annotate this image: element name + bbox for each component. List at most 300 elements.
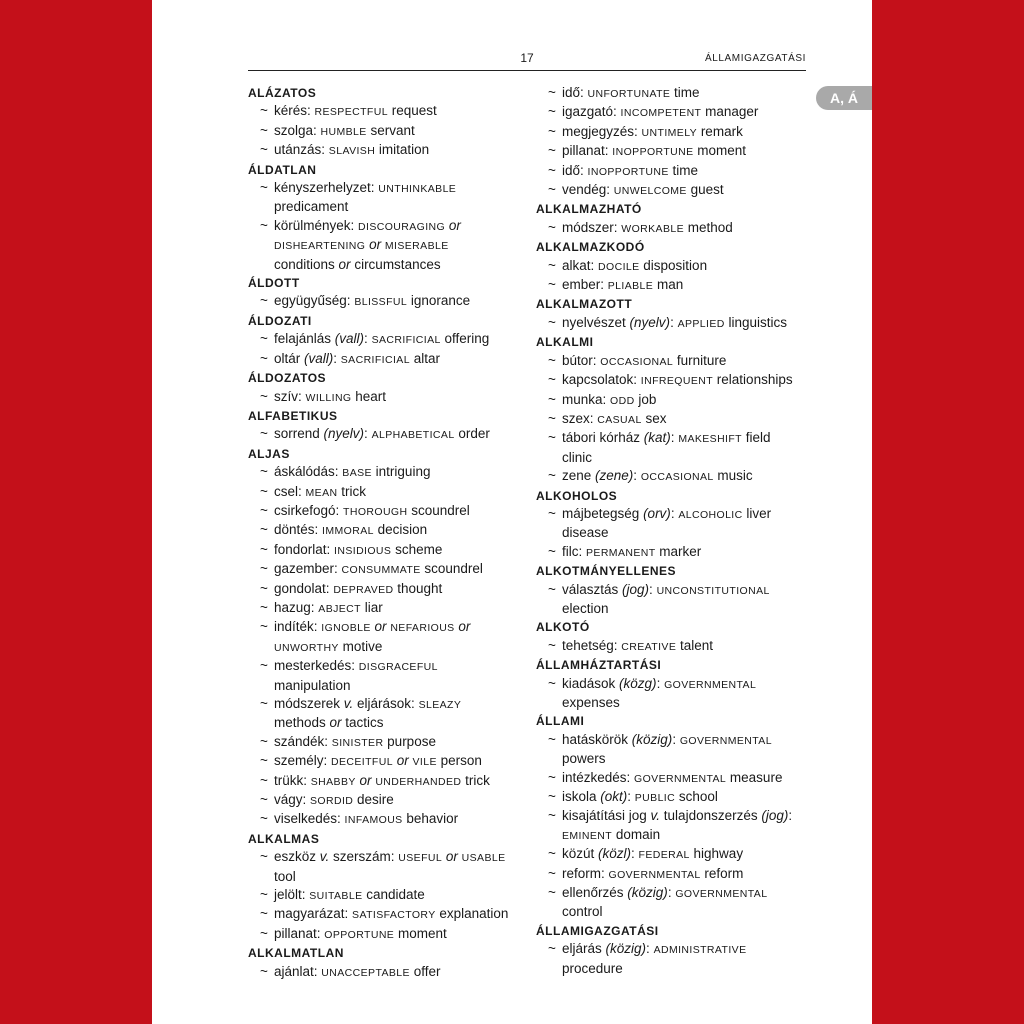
translation-term: UNACCEPTABLE — [321, 966, 410, 979]
entry-text: pillanat: — [562, 143, 613, 159]
tilde-marker: ~ — [548, 865, 556, 881]
entry-text: hatáskörök — [562, 731, 632, 747]
tilde-marker: ~ — [260, 887, 268, 903]
tilde-marker: ~ — [260, 331, 268, 347]
example-entry — [248, 217, 533, 236]
translation-term: GOVERNMENTAL — [608, 868, 701, 881]
example-entry — [248, 791, 533, 810]
entry-text: viselkedés: — [274, 811, 345, 827]
example-entry — [536, 467, 821, 486]
entry-text: sex — [641, 410, 667, 426]
domain-label: or — [445, 849, 458, 865]
translation-term: CREATIVE — [621, 640, 677, 653]
entry-text: guest — [686, 182, 724, 198]
tilde-marker: ~ — [260, 619, 268, 635]
entry-text: : — [670, 314, 678, 330]
translation-term: OPPORTUNE — [324, 928, 395, 941]
translation-term: GOVERNMENTAL — [664, 678, 757, 691]
entry-text: heart — [351, 388, 387, 404]
translation-term: UNCONSTITUTIONAL — [656, 584, 770, 597]
page-header — [248, 50, 806, 71]
example-entry — [248, 810, 533, 829]
entry-text: moment — [394, 925, 447, 941]
translation-term: INOPPORTUNE — [612, 146, 694, 159]
example-entry — [248, 772, 533, 791]
entry-text: linguistics — [724, 314, 788, 330]
translation-term: MEAN — [305, 486, 338, 499]
entry-text: school — [675, 789, 718, 805]
tilde-marker: ~ — [260, 696, 268, 711]
translation-term: INCOMPETENT — [620, 107, 702, 120]
entry-text: talent — [676, 637, 714, 653]
entry-text: eszköz — [274, 849, 320, 865]
tilde-marker: ~ — [260, 849, 268, 865]
tilde-marker: ~ — [548, 104, 556, 120]
entry-text: trick — [461, 772, 490, 788]
entry-text: marker — [655, 543, 702, 559]
entry-text: measure — [726, 769, 783, 785]
translation-term: GOVERNMENTAL — [675, 888, 768, 901]
example-entry — [248, 388, 533, 407]
entry-text: ajánlat: — [274, 963, 322, 979]
entry-text: domain — [612, 826, 661, 842]
tilde-marker: ~ — [548, 277, 556, 293]
example-entry — [536, 845, 821, 864]
entry-text: együgyűség: — [274, 293, 355, 309]
example-entry — [536, 410, 821, 429]
translation-term: PERMANENT — [586, 546, 656, 559]
translation-term: PUBLIC — [634, 792, 676, 805]
entry-text: májbetegség — [562, 505, 644, 521]
domain-label: (közig) — [605, 941, 647, 957]
entry-text: conditions — [274, 256, 339, 272]
entry-text: utánzás: — [274, 142, 329, 158]
example-entry — [248, 599, 533, 618]
translation-term: INFAMOUS — [344, 814, 403, 827]
translation-term: DISHEARTENING — [274, 240, 366, 253]
headword: ALKALMI — [536, 335, 594, 350]
thumb-index-tab: A, Á — [816, 86, 872, 110]
entry-text: alkat: — [562, 257, 599, 273]
tilde-marker: ~ — [548, 468, 556, 484]
example-entry — [536, 371, 821, 390]
entry-continuation — [536, 600, 821, 618]
example-entry — [248, 102, 533, 121]
entry-text: scoundrel — [407, 502, 470, 518]
entry-text: candidate — [362, 887, 425, 903]
entries-column-right — [536, 84, 821, 978]
entry-text: offering — [440, 331, 490, 347]
tilde-marker: ~ — [548, 352, 556, 368]
domain-label: or — [448, 217, 461, 233]
example-entry — [536, 637, 821, 656]
example-entry — [248, 963, 533, 982]
entry-text: thought — [393, 580, 443, 596]
entry-continuation — [248, 714, 533, 732]
tilde-marker: ~ — [260, 293, 268, 309]
headword: ALKALMAZKODÓ — [536, 240, 645, 255]
entry-text: election — [562, 600, 609, 616]
entry-text: szerszám: — [329, 849, 399, 865]
headword: ALKALMAZHATÓ — [536, 202, 642, 217]
entry-continuation — [536, 826, 821, 845]
example-entry — [248, 848, 533, 867]
entry-text: : — [649, 581, 657, 597]
example-entry — [248, 502, 533, 521]
entry-text: kisajátítási jog — [562, 808, 651, 824]
entry-text: : — [672, 731, 680, 747]
translation-term: SATISFACTORY — [352, 909, 436, 922]
headword: ALKALMATLAN — [248, 946, 344, 961]
entry-continuation — [248, 256, 533, 274]
translation-term: SLAVISH — [328, 145, 376, 158]
entry-text: zene — [562, 468, 596, 484]
tilde-marker: ~ — [260, 483, 268, 499]
domain-label: (orv) — [643, 505, 671, 521]
domain-label: (vall) — [304, 350, 334, 366]
domain-label: or — [396, 753, 409, 769]
translation-term: OCCASIONAL — [600, 355, 674, 368]
entry-text: method — [684, 219, 733, 235]
tilde-marker: ~ — [548, 314, 556, 330]
entry-text: : — [333, 350, 341, 366]
entry-text: idő: — [562, 85, 588, 100]
example-entry — [536, 219, 821, 238]
tilde-marker: ~ — [260, 502, 268, 518]
translation-term: DISCOURAGING — [358, 220, 446, 233]
example-entry — [248, 330, 533, 349]
example-entry — [248, 541, 533, 560]
translation-term: CONSUMMATE — [341, 564, 421, 577]
domain-label: (jog) — [761, 808, 789, 824]
example-entry — [248, 925, 533, 944]
example-entry — [536, 807, 821, 825]
translation-term: IMMORAL — [322, 525, 374, 538]
entry-text: kapcsolatok: — [562, 372, 641, 388]
domain-label: (kat) — [643, 430, 671, 446]
entry-text: oltár — [274, 350, 305, 366]
translation-term: USABLE — [461, 852, 506, 865]
translation-term: INFREQUENT — [640, 375, 714, 388]
headword: ÁLDATLAN — [248, 162, 317, 177]
example-entry — [536, 84, 821, 103]
entry-text: person — [436, 753, 482, 769]
entry-text: time — [668, 162, 699, 178]
entry-text: ignorance — [407, 293, 471, 309]
entry-text: : — [364, 331, 372, 347]
tilde-marker: ~ — [548, 391, 556, 407]
example-entry — [248, 350, 533, 369]
entry-text: eljárások: — [353, 696, 419, 711]
entry-text: jelölt: — [274, 887, 310, 903]
domain-label: v. — [650, 808, 661, 824]
translation-term: VILE — [412, 756, 437, 769]
entry-text: személy: — [274, 753, 332, 769]
entry-text: man — [653, 277, 684, 293]
tilde-marker: ~ — [548, 430, 556, 446]
entry-text: tábori kórház — [562, 430, 644, 446]
example-entry — [248, 425, 533, 444]
translation-term: NEFARIOUS — [390, 622, 455, 635]
entry-text: disease — [562, 525, 609, 541]
entry-text: magyarázat: — [274, 906, 353, 922]
entry-continuation — [536, 903, 821, 921]
translation-term: EMINENT — [562, 829, 613, 842]
translation-term: INSIDIOUS — [334, 544, 392, 557]
example-entry — [536, 429, 821, 448]
domain-label: (közg) — [619, 675, 657, 691]
entry-continuation — [536, 694, 821, 712]
translation-term: SUITABLE — [309, 890, 363, 903]
example-entry — [536, 352, 821, 371]
tilde-marker: ~ — [260, 599, 268, 615]
entry-text: imitation — [375, 142, 430, 158]
entry-text: clinic — [562, 449, 593, 465]
entry-text: mesterkedés: — [274, 658, 359, 674]
example-entry — [536, 162, 821, 181]
entry-text: szex: — [562, 410, 598, 426]
translation-term: UNWORTHY — [274, 641, 339, 654]
headword: ÁLDOZATI — [248, 313, 312, 328]
entry-text: intézkedés: — [562, 769, 635, 785]
entry-text: : — [364, 426, 372, 442]
example-entry — [248, 463, 533, 482]
translation-term: SORDID — [310, 795, 354, 808]
entry-text: idő: — [562, 162, 588, 178]
tilde-marker: ~ — [260, 103, 268, 119]
headword: ALKOTMÁNYELLENES — [536, 564, 676, 579]
translation-term: UNDERHANDED — [375, 775, 462, 788]
example-entry — [248, 580, 533, 599]
example-entry — [536, 276, 821, 295]
domain-label: (közig) — [627, 885, 668, 901]
domain-label: (nyelv) — [323, 426, 365, 442]
translation-term: RESPECTFUL — [314, 106, 388, 119]
translation-term: UNTIMELY — [641, 126, 698, 139]
entry-text: iskola — [562, 789, 601, 805]
translation-term: MISERABLE — [384, 240, 449, 253]
example-entry — [248, 905, 533, 924]
entry-text: : — [788, 808, 793, 824]
domain-label: or — [369, 237, 382, 253]
translation-term: DISGRACEFUL — [358, 661, 438, 674]
example-entry — [248, 733, 533, 752]
tilde-marker: ~ — [260, 792, 268, 808]
entry-text: liar — [360, 599, 383, 615]
entry-text: nyelvészet — [562, 314, 630, 330]
entry-continuation — [248, 638, 533, 657]
example-entry — [248, 521, 533, 540]
example-entry — [248, 292, 533, 311]
tilde-marker: ~ — [548, 789, 556, 805]
example-entry — [536, 142, 821, 161]
tilde-marker: ~ — [548, 885, 556, 901]
domain-label: (közig) — [631, 731, 673, 747]
translation-term: DEPRAVED — [333, 583, 394, 596]
entry-text: : — [670, 430, 679, 446]
tilde-marker: ~ — [548, 581, 556, 597]
entry-text: kiadások — [562, 675, 620, 691]
domain-label: or — [458, 619, 471, 635]
translation-term: UNWELCOME — [613, 185, 687, 198]
entry-text: liver — [742, 505, 772, 521]
tilde-marker: ~ — [548, 143, 556, 159]
tilde-marker: ~ — [260, 464, 268, 480]
entry-text: felajánlás — [274, 331, 335, 347]
example-entry — [536, 543, 821, 562]
example-entry — [536, 123, 821, 142]
entry-text: igazgató: — [562, 104, 621, 120]
entry-text: highway — [689, 846, 744, 862]
entry-text: kérés: — [274, 103, 315, 119]
tilde-marker: ~ — [548, 846, 556, 862]
example-entry — [248, 560, 533, 579]
tilde-marker: ~ — [260, 925, 268, 941]
entry-text: motive — [338, 638, 383, 654]
tilde-marker: ~ — [548, 123, 556, 139]
tilde-marker: ~ — [548, 637, 556, 653]
translation-term: ALPHABETICAL — [371, 429, 455, 442]
translation-term: APPLIED — [677, 317, 725, 330]
entry-text: offer — [409, 963, 441, 979]
entry-text: munka: — [562, 391, 611, 407]
tilde-marker: ~ — [260, 122, 268, 138]
entry-text: behavior — [402, 811, 459, 827]
tilde-marker: ~ — [260, 541, 268, 557]
tilde-marker: ~ — [260, 753, 268, 769]
translation-term: SACRIFICIAL — [371, 334, 441, 347]
entry-text: fondorlat: — [274, 541, 335, 557]
entry-text: disposition — [639, 257, 708, 273]
entry-text: : — [656, 675, 665, 691]
tilde-marker: ~ — [548, 675, 556, 691]
translation-term: CASUAL — [597, 413, 642, 426]
tilde-marker: ~ — [260, 658, 268, 674]
example-entry — [536, 391, 821, 410]
headword: ÁLDOZATOS — [248, 371, 327, 386]
example-entry — [248, 483, 533, 502]
tilde-marker: ~ — [260, 580, 268, 596]
headword: ÁLLAMIGAZGATÁSI — [536, 923, 659, 938]
entry-text: servant — [366, 122, 415, 138]
entry-text: : — [631, 846, 639, 862]
entry-text: gondolat: — [274, 580, 334, 596]
headword: ALÁZATOS — [248, 86, 317, 100]
example-entry — [536, 940, 821, 959]
tilde-marker: ~ — [260, 811, 268, 827]
tilde-marker: ~ — [548, 505, 556, 521]
headword: ÁLDOTT — [248, 276, 300, 291]
entry-text: gazember: — [274, 561, 342, 577]
entry-text: scoundrel — [420, 561, 483, 577]
tilde-marker: ~ — [260, 772, 268, 788]
example-entry — [536, 181, 821, 200]
example-entry — [536, 103, 821, 122]
entry-text: reform: — [562, 865, 609, 881]
entry-continuation — [536, 449, 821, 467]
entry-text: order — [454, 426, 490, 442]
domain-label: (vall) — [334, 331, 365, 347]
running-head: ÁLLAMIGAZGATÁSI — [704, 53, 806, 64]
tilde-marker: ~ — [548, 731, 556, 747]
entry-text: reform — [700, 865, 744, 881]
example-entry — [248, 122, 533, 141]
tilde-marker: ~ — [260, 561, 268, 577]
entry-text: filc: — [562, 543, 587, 559]
entry-text: indíték: — [274, 619, 322, 635]
entry-continuation — [248, 868, 533, 886]
translation-term: ABJECT — [318, 602, 361, 615]
entry-text: scheme — [391, 541, 443, 557]
translation-term: MAKESHIFT — [678, 433, 743, 446]
entry-text: : — [633, 468, 641, 484]
entry-text: tulajdonszerzés — [660, 808, 762, 824]
tilde-marker: ~ — [548, 162, 556, 178]
example-entry — [536, 257, 821, 276]
entry-text: altar — [409, 350, 440, 366]
tilde-marker: ~ — [548, 257, 556, 273]
entry-text: decision — [373, 522, 428, 538]
translation-term: SHABBY — [310, 775, 356, 788]
domain-label: (okt) — [600, 789, 628, 805]
entry-text: manager — [701, 104, 759, 120]
entry-text: trükk: — [274, 772, 311, 788]
example-entry — [536, 884, 821, 903]
headword: ÁLLAMHÁZTARTÁSI — [536, 658, 662, 673]
entry-text: körülmények: — [274, 217, 359, 233]
translation-term: GOVERNMENTAL — [679, 734, 772, 747]
translation-term: USEFUL — [398, 852, 443, 865]
entry-text: közút — [562, 846, 599, 862]
entry-text: szív: — [274, 388, 306, 404]
tilde-marker: ~ — [548, 182, 556, 198]
entry-text: tactics — [341, 715, 384, 731]
tilde-marker: ~ — [548, 808, 556, 824]
translation-term: UNFORTUNATE — [587, 88, 671, 100]
entry-text: circumstances — [350, 256, 441, 272]
tilde-marker: ~ — [548, 372, 556, 388]
entry-text: megjegyzés: — [562, 123, 642, 139]
tilde-marker: ~ — [260, 426, 268, 442]
example-entry — [536, 505, 821, 524]
entry-text: áskálódás: — [274, 464, 343, 480]
translation-term: HUMBLE — [320, 125, 367, 138]
domain-label: or — [374, 619, 387, 635]
domain-label: (közl) — [598, 846, 632, 862]
headword: ALKALMAS — [248, 831, 320, 846]
headword: ALFABETIKUS — [248, 408, 338, 423]
entry-text: csel: — [274, 483, 306, 499]
tilde-marker: ~ — [548, 543, 556, 559]
tilde-marker: ~ — [548, 410, 556, 426]
entry-text: vágy: — [274, 792, 311, 808]
entry-text: tehetség: — [562, 637, 622, 653]
entry-text: manipulation — [274, 677, 351, 693]
domain-label: or — [338, 256, 351, 272]
example-entry — [536, 769, 821, 788]
example-entry — [536, 581, 821, 600]
entry-continuation — [536, 750, 821, 768]
entry-text: : — [627, 789, 635, 805]
entry-text: furniture — [673, 352, 727, 368]
entry-text: : — [646, 941, 654, 957]
entry-continuation — [536, 960, 821, 978]
tilde-marker: ~ — [260, 180, 268, 196]
translation-term: IGNOBLE — [321, 622, 371, 635]
entry-text: csirkefogó: — [274, 502, 344, 518]
translation-term: THOROUGH — [343, 505, 408, 518]
entry-text: sorrend — [274, 426, 324, 442]
